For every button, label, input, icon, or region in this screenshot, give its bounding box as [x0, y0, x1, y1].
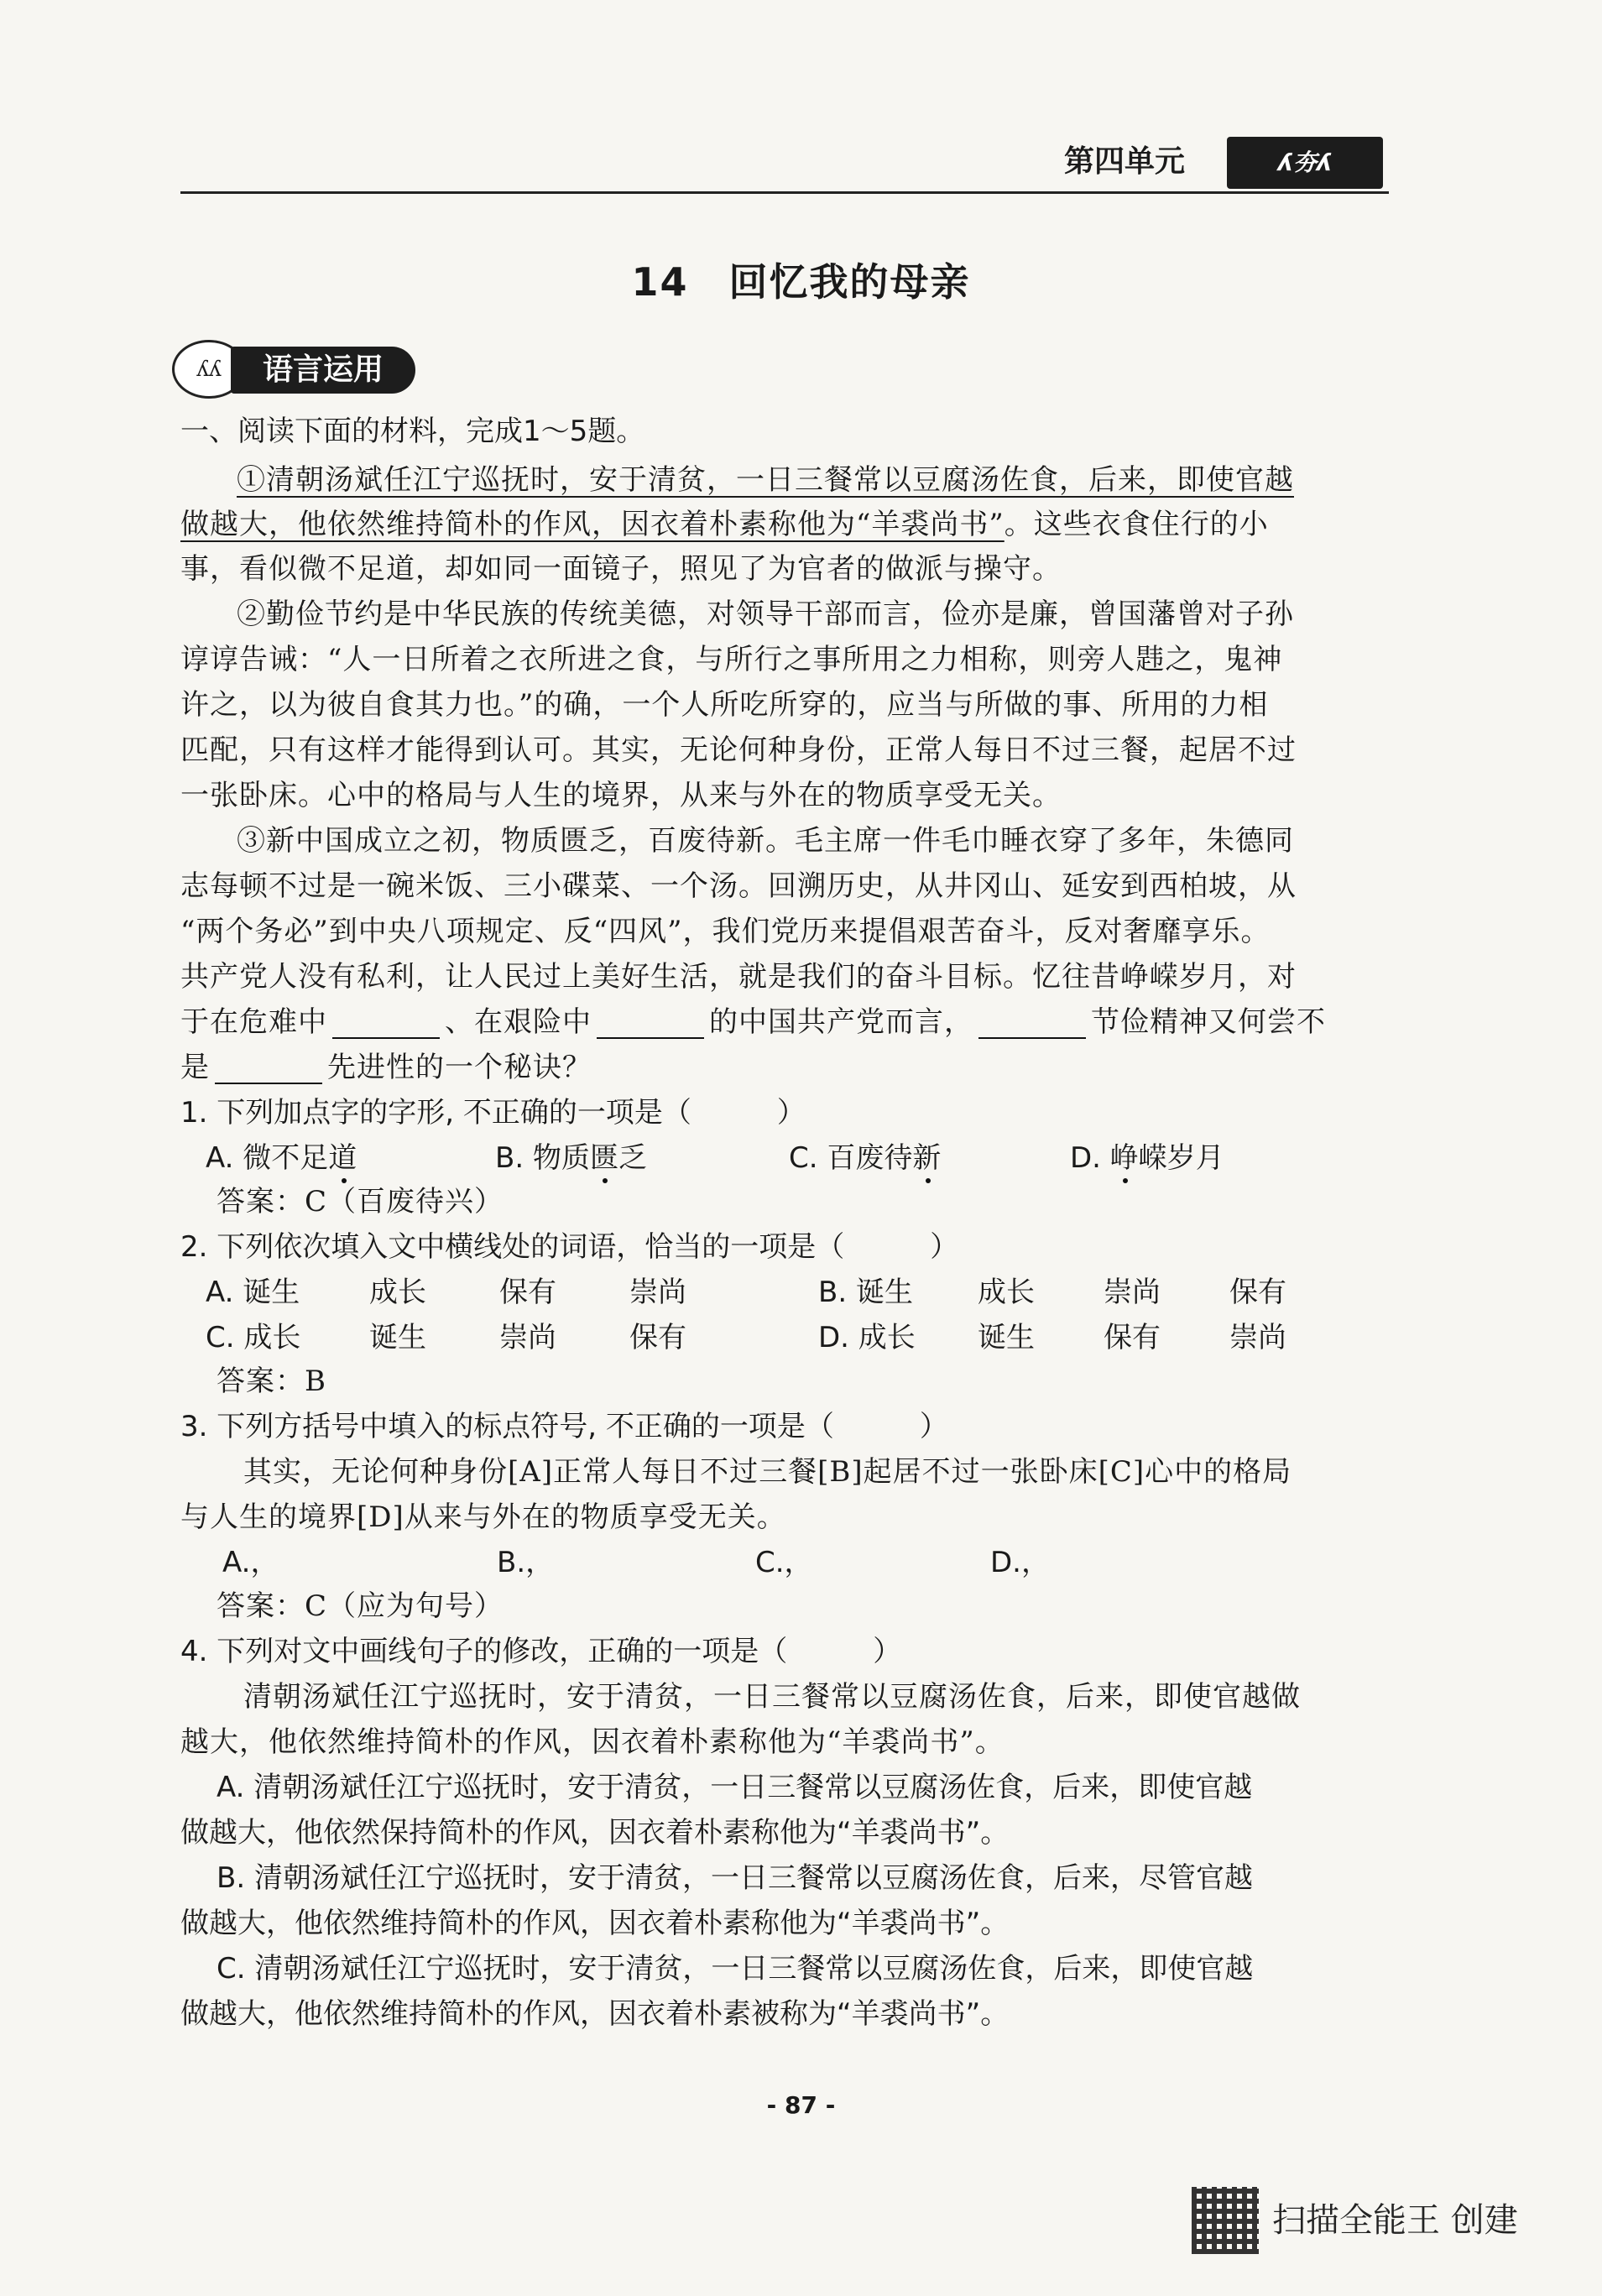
q2-b-1: B. 诞生 [818, 1276, 913, 1309]
q3-text-line1: 其实，无论何种身份[A]正常人每日不过三餐[B]起居不过一张卧床[C]心中的格局 [243, 1455, 1292, 1489]
q3-answer: 答案：C（应为句号） [217, 1589, 504, 1623]
p1-line3: 事，看似微不足道，却如同一面镜子，照见了为官者的做派与操守。 [180, 552, 1062, 586]
q2-stem: 2. 下列依次填入文中横线处的词语，恰当的一项是（ ） [180, 1230, 959, 1264]
q2-a-2: 成长 [369, 1276, 426, 1309]
q2-c-4: 保有 [629, 1321, 686, 1354]
p3-line6-b: 先进性的一个秘诀？ [327, 1051, 592, 1084]
header-badge: ʎ夯ʎ [1227, 137, 1383, 189]
p3-line6 [180, 1051, 592, 1084]
q2-c-1: C. 成长 [206, 1321, 301, 1354]
q2-b-4: 保有 [1229, 1276, 1286, 1309]
q2-d-2: 诞生 [978, 1321, 1035, 1354]
p3-line2: 志每顿不过是一碗米饭、三小碟菜、一个汤。回溯历史，从井冈山、延安到西柏坡，从 [180, 869, 1297, 903]
p2-line2: 谆谆告诫：“人一日所着之衣所进之食，与所行之事所用之力相称，则旁人韪之，鬼神 [180, 643, 1283, 676]
p3-line1: ③新中国成立之初，物质匮乏，百废待新。毛主席一件毛巾睡衣穿了多年，朱德同 [237, 824, 1294, 858]
p2-line4: 匹配，只有这样才能得到认可。其实，无论何种身份，正常人每日不过三餐，起居不过 [180, 733, 1297, 767]
p3-line5-a: 于在危难中 [180, 1005, 327, 1039]
q2-b-3: 崇尚 [1104, 1276, 1161, 1309]
fill-blank-1 [332, 1009, 440, 1039]
p1-line2-rest: 。这些衣食住行的小 [1004, 508, 1269, 541]
q4-option-c-line2: 做越大，他依然维持简朴的作风，因衣着朴素被称为“羊裘尚书”。 [180, 1997, 1010, 2031]
p2-line1: ②勤俭节约是中华民族的传统美德，对领导干部而言，俭亦是廉，曾国藩曾对子孙 [237, 597, 1294, 631]
q1-option-d: D. 峥嵘岁月 [1070, 1141, 1224, 1175]
q4-option-a-line2: 做越大，他依然保持简朴的作风，因衣着朴素称他为“羊裘尚书”。 [180, 1816, 1010, 1850]
scanner-watermark: 扫描全能王 创建 [1272, 2201, 1518, 2240]
fill-blank-3 [978, 1009, 1086, 1039]
q4-option-b-line2: 做越大，他依然维持简朴的作风，因衣着朴素称他为“羊裘尚书”。 [180, 1907, 1010, 1940]
p3-line5-d: 节俭精神又何尝不 [1091, 1005, 1326, 1039]
q1-option-c: C. 百废待新 [789, 1141, 942, 1175]
q2-c-3: 崇尚 [499, 1321, 556, 1354]
q2-a-1: A. 诞生 [206, 1276, 300, 1309]
p3-line5-b: 、在艰险中 [445, 1005, 592, 1039]
section-icon: ʎʎ [172, 340, 246, 399]
intro-line: 一、阅读下面的材料，完成1～5题。 [180, 415, 645, 448]
unit-label: 第四单元 [1064, 144, 1186, 179]
section-badge [172, 340, 417, 399]
q1-option-b: B. 物质匮乏 [495, 1141, 647, 1175]
q2-answer: 答案：B [217, 1365, 326, 1398]
q1-answer: 答案：C（百废待兴） [217, 1185, 504, 1218]
q1-option-a: A. 微不足道 [206, 1141, 357, 1175]
q2-d-4: 崇尚 [1229, 1321, 1286, 1354]
q2-a-4: 崇尚 [629, 1276, 686, 1309]
q2-d-1: D. 成长 [818, 1321, 916, 1354]
lesson-title: 14 回忆我的母亲 [631, 259, 971, 305]
q4-sentence-line2: 越大，他依然维持简朴的作风，因衣着朴素称他为“羊裘尚书”。 [180, 1725, 1005, 1759]
fill-blank-4 [215, 1054, 322, 1084]
q3-option-d: D.， [990, 1546, 1050, 1579]
q3-option-c: C.， [755, 1546, 813, 1579]
q4-option-a-line1: A. 清朝汤斌任江宁巡抚时，安于清贫，一日三餐常以豆腐汤佐食，后来，即使官越 [217, 1771, 1253, 1804]
q4-option-b-line1: B. 清朝汤斌任江宁巡抚时，安于清贫，一日三餐常以豆腐汤佐食，后来，尽管官越 [217, 1861, 1253, 1895]
q2-d-3: 保有 [1104, 1321, 1161, 1354]
q4-stem: 4. 下列对文中画线句子的修改，正确的一项是（ ） [180, 1635, 902, 1668]
q3-option-b: B.， [497, 1546, 555, 1579]
p3-line4: 共产党人没有私利，让人民过上美好生活，就是我们的奋斗目标。忆往昔峥嵘岁月，对 [180, 960, 1297, 994]
q2-c-2: 诞生 [369, 1321, 426, 1354]
p2-line3: 许之，以为彼自食其力也。”的确，一个人所吃所穿的，应当与所做的事、所用的力相 [180, 688, 1269, 722]
p1-line2 [180, 508, 1269, 541]
q2-a-3: 保有 [499, 1276, 556, 1309]
section-label: 语言运用 [231, 347, 415, 394]
p3-line5-c: 的中国共产党而言， [709, 1005, 973, 1039]
fill-blank-2 [597, 1009, 704, 1039]
q2-b-2: 成长 [978, 1276, 1035, 1309]
p3-line6-a: 是 [180, 1051, 210, 1084]
p2-line5: 一张卧床。心中的格局与人生的境界，从来与外在的物质享受无关。 [180, 779, 1062, 812]
q3-option-a: A.， [222, 1546, 279, 1579]
q3-stem: 3. 下列方括号中填入的标点符号, 不正确的一项是（ ） [180, 1410, 948, 1443]
p3-line3: “两个务必”到中央八项规定、反“四风”，我们党历来提倡艰苦奋斗，反对奢靡享乐。 [180, 915, 1271, 948]
q3-text-line2: 与人生的境界[D]从来与外在的物质享受无关。 [180, 1500, 786, 1534]
p1-line2-underlined: 做越大，他依然维持简朴的作风，因衣着朴素称他为“羊裘尚书” [180, 508, 1005, 541]
p1-line1: ①清朝汤斌任江宁巡抚时，安于清贫，一日三餐常以豆腐汤佐食，后来，即使官越 [237, 463, 1294, 497]
page-number: - 87 - [766, 2091, 836, 2119]
p3-line5 [180, 1005, 1326, 1039]
q1-stem: 1. 下列加点字的字形, 不正确的一项是（ ） [180, 1096, 806, 1130]
qr-code-icon [1192, 2187, 1259, 2254]
q4-sentence-line1: 清朝汤斌任江宁巡抚时，安于清贫，一日三餐常以豆腐汤佐食，后来，即使官越做 [243, 1680, 1301, 1714]
q4-option-c-line1: C. 清朝汤斌任江宁巡抚时，安于清贫，一日三餐常以豆腐汤佐食，后来，即使官越 [217, 1952, 1254, 1986]
header-rule [180, 191, 1389, 194]
